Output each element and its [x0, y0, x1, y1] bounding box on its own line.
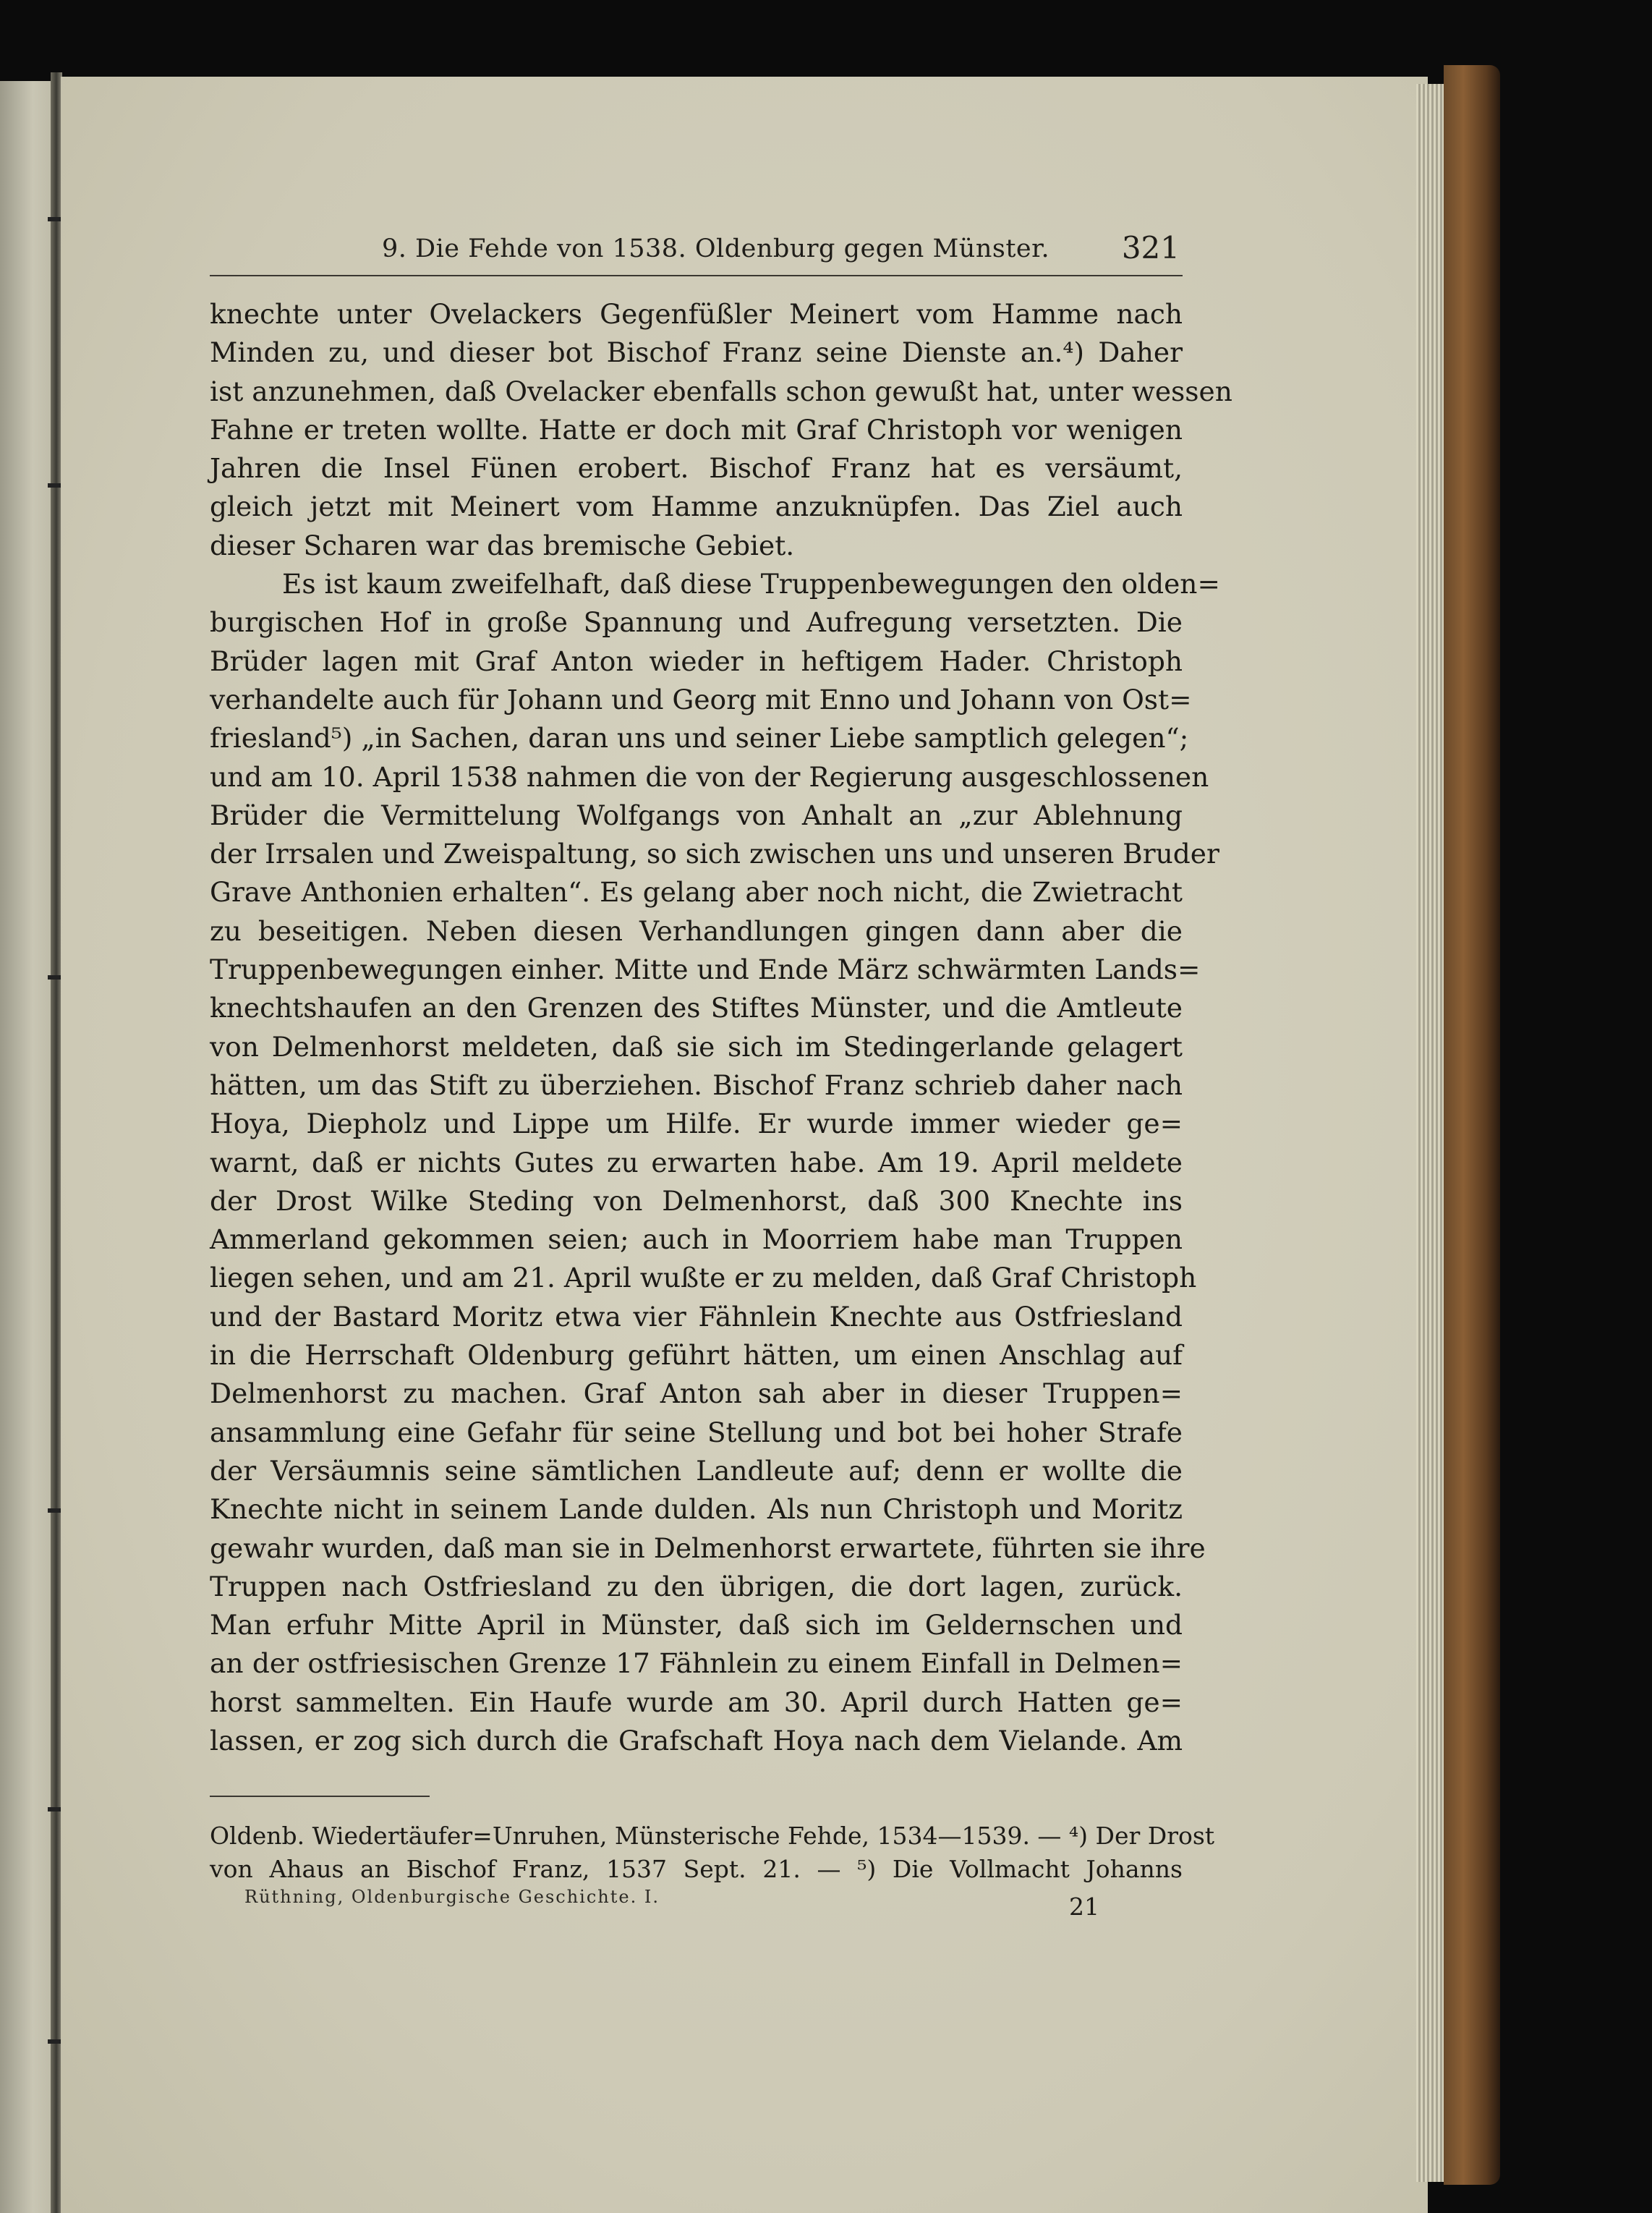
sheet-number: 21	[1069, 1893, 1099, 1921]
text-line: von Delmenhorst meldeten, daß sie sich im Stedingerlande gelagert	[210, 1030, 1183, 1063]
text-line: Fahne er treten wollte. Hatte er doch mit Graf Christoph vor wenigen	[210, 413, 1183, 446]
page-block-edge	[1416, 84, 1445, 2182]
text-line: Truppenbewegungen einher. Mitte und Ende März schwärmten Lands=	[210, 953, 1201, 986]
binding-mark	[48, 2039, 61, 2044]
text-line: Truppen nach Ostfriesland zu den übrigen, die dort lagen, zurück.	[210, 1570, 1183, 1602]
text-line: ansammlung eine Gefahr für seine Stellung und bot bei hoher Strafe	[210, 1416, 1183, 1448]
text-line: der Irrsalen und Zweispaltung, so sich zwischen uns und unseren Bruder	[210, 838, 1219, 870]
text-line: der Drost Wilke Steding von Delmenhorst, daß 300 Knechte ins	[210, 1184, 1183, 1217]
body-text	[210, 295, 1232, 1760]
binding-mark	[48, 1807, 61, 1811]
text-line: Delmenhorst zu machen. Graf Anton sah aber in dieser Truppen=	[210, 1377, 1183, 1410]
text-line: Knechte nicht in seinem Lande dulden. Als nun Christoph und Moritz	[210, 1493, 1183, 1526]
binding-mark	[48, 1508, 61, 1513]
binding-mark	[48, 483, 61, 488]
text-line: Jahren die Insel Fünen erobert. Bischof Franz hat es versäumt,	[210, 452, 1183, 485]
text-line: knechtshaufen an den Grenzen des Stiftes Münster, und die Amtleute	[210, 992, 1183, 1024]
footnotes	[210, 1819, 1215, 1886]
text-line: Minden zu, und dieser bot Bischof Franz seine Dienste an.⁴) Daher	[210, 336, 1183, 369]
text-line: lassen, er zog sich durch die Grafschaft Hoya nach dem Vielande. Am	[210, 1724, 1183, 1757]
running-title: 9. Die Fehde von 1538. Oldenburg gegen Münster.	[382, 234, 1050, 263]
running-header	[210, 230, 1183, 276]
text-line: knechte unter Ovelackers Gegenfüßler Meinert vom Hamme nach	[210, 298, 1183, 330]
book-cover	[1444, 65, 1500, 2185]
text-line: hätten, um das Stift zu überziehen. Bischof Franz schrieb daher nach	[210, 1069, 1183, 1101]
binding-mark	[48, 217, 61, 221]
text-line: und am 10. April 1538 nahmen die von der Regierung ausgeschlossenen	[210, 760, 1209, 793]
footnote-line: von Ahaus an Bischof Franz, 1537 Sept. 21. — ⁵) Die Vollmacht Johanns	[210, 1855, 1183, 1883]
text-line: burgischen Hof in große Spannung und Aufregung versetzten. Die	[210, 606, 1183, 639]
text-line: Grave Anthonien erhalten“. Es gelang aber noch nicht, die Zwietracht	[210, 876, 1183, 909]
text-line: horst sammelten. Ein Haufe wurde am 30. April durch Hatten ge=	[210, 1686, 1183, 1718]
text-line: liegen sehen, und am 21. April wußte er zu melden, daß Graf Christoph	[210, 1262, 1197, 1294]
text-line: gewahr wurden, daß man sie in Delmenhorst erwartete, führten sie ihre	[210, 1532, 1206, 1564]
text-line: Es ist kaum zweifelhaft, daß diese Truppenbewegungen den olden=	[282, 568, 1220, 600]
text-line: und der Bastard Moritz etwa vier Fähnlein Knechte aus Ostfriesland	[210, 1300, 1183, 1333]
facing-page-edge	[0, 81, 55, 2213]
footnote-line: Oldenb. Wiedertäufer=Unruhen, Münsterische Fehde, 1534—1539. — ⁴) Der Drost	[210, 1822, 1215, 1850]
binding-mark	[48, 975, 61, 980]
text-line: verhandelte auch für Johann und Georg mit Enno und Johann von Ost=	[210, 683, 1192, 715]
text-line: friesland⁵) „in Sachen, daran uns und seiner Liebe samptlich gelegen“;	[210, 722, 1189, 755]
printer-signature: Rüthning, Oldenburgische Geschichte. I.	[244, 1887, 660, 1907]
text-line: Man erfuhr Mitte April in Münster, daß sich im Geldernschen und	[210, 1609, 1183, 1641]
text-line: Brüder die Vermittelung Wolfgangs von Anhalt an „zur Ablehnung	[210, 799, 1183, 831]
text-line: Ammerland gekommen seien; auch in Moorriem habe man Truppen	[210, 1223, 1183, 1256]
text-line: der Versäumnis seine sämtlichen Landleute auf; denn er wollte die	[210, 1454, 1183, 1487]
text-line: Brüder lagen mit Graf Anton wieder in heftigem Hader. Christoph	[210, 645, 1183, 677]
text-line: zu beseitigen. Neben diesen Verhandlungen gingen dann aber die	[210, 914, 1183, 947]
text-line: gleich jetzt mit Meinert vom Hamme anzuknüpfen. Das Ziel auch	[210, 490, 1183, 523]
text-line: Hoya, Diepholz und Lippe um Hilfe. Er wurde immer wieder ge=	[210, 1108, 1183, 1140]
text-line: in die Herrschaft Oldenburg geführt hätten, um einen Anschlag auf	[210, 1339, 1183, 1372]
text-line: an der ostfriesischen Grenze 17 Fähnlein zu einem Einfall in Delmen=	[210, 1647, 1183, 1680]
text-line: dieser Scharen war das bremische Gebiet.	[210, 529, 795, 561]
page-number: 321	[1121, 230, 1180, 266]
text-line: warnt, daß er nichts Gutes zu erwarten habe. Am 19. April meldete	[210, 1146, 1183, 1178]
text-line: ist anzunehmen, daß Ovelacker ebenfalls schon gewußt hat, unter wessen	[210, 375, 1232, 407]
footnote-rule	[210, 1796, 430, 1797]
